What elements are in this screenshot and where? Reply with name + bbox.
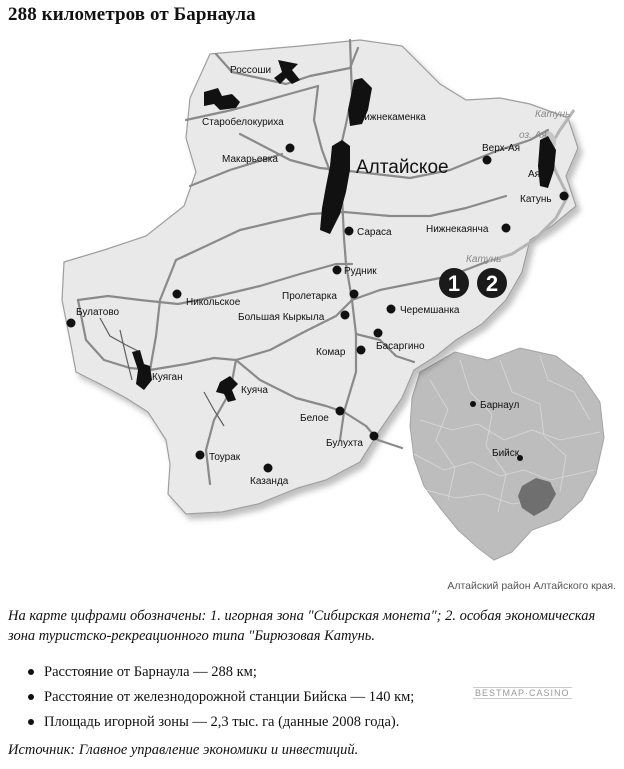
label-beloe: Белое	[300, 413, 329, 424]
bullet-icon	[28, 719, 34, 725]
label-nikolskoe: Никольское	[186, 297, 241, 308]
makaryevka-dot	[286, 144, 295, 153]
label-altayskoe: Алтайское	[356, 157, 449, 178]
nikolskoe-dot	[173, 290, 182, 299]
map-legend-text: На карте цифрами обозначены: 1. игорная зона "Сибирская монета"; 2. особая экономическая зона туристско-рекреационного типа "Бирюзовая Катунь.	[8, 608, 596, 644]
label-katun: Катунь	[520, 194, 552, 205]
label-kuyagan: Куяган	[152, 372, 183, 383]
label-bolshaya-kyrkyla: Большая Кыркыла	[238, 312, 325, 323]
label-bulukhta: Булухта	[326, 438, 363, 449]
page-title: 288 километров от Барнаула	[8, 4, 256, 25]
label-lake-aya: оз. Ая	[519, 130, 547, 141]
barnaul-dot	[470, 401, 476, 407]
label-rossoshi: Россоши	[230, 65, 272, 76]
basargino-dot	[374, 329, 383, 338]
label-barnaul: Барнаул	[480, 400, 520, 411]
label-cheremshanka: Черемшанка	[400, 305, 460, 316]
label-komar: Комар	[316, 347, 346, 358]
katun-dot	[560, 192, 569, 201]
label-kuyacha: Куяча	[241, 385, 268, 396]
fact-text: Площадь игорной зоны — 2,3 тыс. га (данные 2008 года).	[44, 714, 400, 730]
nizhnekayancha-dot	[502, 224, 511, 233]
label-tourak: Тоурак	[209, 452, 241, 463]
label-makaryevka: Макарьевка	[222, 154, 278, 165]
komar-dot	[357, 346, 366, 355]
label-basargino: Басаргино	[376, 341, 425, 352]
map-caption: Алтайский район Алтайского края.	[447, 580, 616, 592]
sarasa-dot	[345, 227, 354, 236]
fact-item	[22, 710, 414, 735]
label-rudnik: Рудник	[344, 266, 377, 277]
beloe-dot	[336, 407, 345, 416]
fact-item	[22, 660, 414, 685]
zone-marker-2-label: 2	[485, 271, 499, 296]
bullet-icon	[28, 694, 34, 700]
zone-marker-1	[439, 268, 469, 298]
kazanda-dot	[264, 464, 273, 473]
label-bulatovo: Булатово	[76, 307, 120, 318]
source-note: Источник: Главное управление экономики и инвестиций.	[8, 742, 359, 758]
label-aya: Ая	[528, 169, 541, 180]
bullet-icon	[28, 669, 34, 675]
label-starobelokurikha: Старобелокуриха	[202, 117, 284, 128]
label-sarasa: Сараса	[357, 227, 392, 238]
fact-item	[22, 685, 414, 710]
fact-text: Расстояние от железнодорожной станции Бийска — 140 км;	[44, 689, 415, 705]
label-nizhnekayancha: Нижнекаянча	[426, 224, 489, 235]
facts-list	[22, 660, 414, 735]
tourak-dot	[196, 451, 205, 460]
label-kazanda: Казанда	[250, 476, 289, 487]
rudnik-dot	[333, 266, 342, 275]
zone-marker-1-label: 1	[447, 271, 461, 296]
bulukhta-dot	[370, 432, 379, 441]
bulatovo-dot	[67, 319, 76, 328]
fact-text: Расстояние от Барнаула — 288 км;	[44, 664, 257, 680]
label-verkh-aya: Верх-Ая	[482, 143, 521, 154]
district-map	[0, 34, 624, 574]
label-katun-river-bottom: Катунь	[466, 254, 502, 265]
zone-marker-2	[477, 268, 507, 298]
label-biysk: Бийск	[492, 448, 520, 459]
label-proletarka: Пролетарка	[282, 291, 337, 302]
bolshaya-kyrkyla-dot	[341, 311, 350, 320]
proletarka-dot	[350, 290, 359, 299]
watermark-logo: BESTMAP·CASINO	[475, 688, 570, 698]
cheremshanka-dot	[387, 305, 396, 314]
label-katun-river-top: Катунь	[535, 109, 571, 120]
verkh-aya-dot	[483, 156, 492, 165]
label-nizhnekamenka: Нижнекаменка	[357, 112, 426, 123]
